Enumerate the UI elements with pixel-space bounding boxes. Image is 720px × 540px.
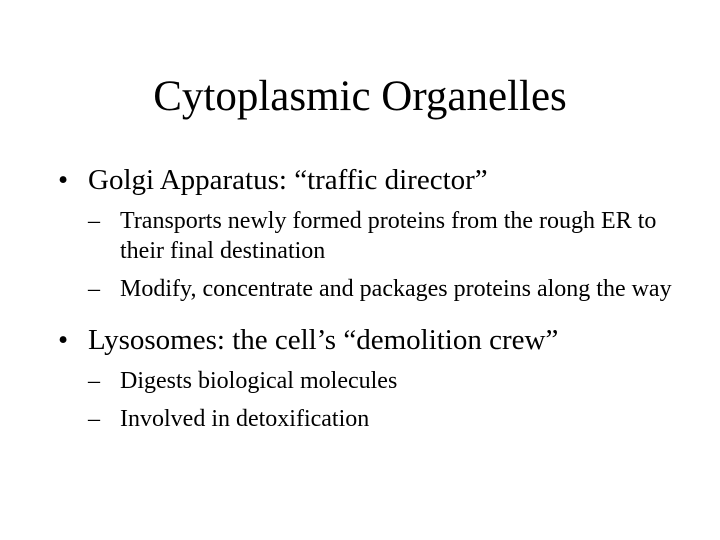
bullet-list: [58, 160, 678, 434]
sub-text: Digests biological molecules: [120, 368, 398, 394]
bullet-marker: •: [58, 324, 69, 356]
sub-text: Involved in detoxification: [120, 406, 370, 432]
sub-item: [88, 404, 678, 434]
bullet-lysosomes: [58, 320, 678, 434]
sub-marker: –: [88, 276, 100, 302]
sub-list: [88, 366, 678, 434]
bullet-text: Lysosomes: the cell’s “demolition crew”: [88, 324, 559, 356]
bullet-marker: •: [58, 164, 69, 196]
sub-item: [88, 206, 678, 266]
bullet-text: Golgi Apparatus: “traffic director”: [88, 164, 488, 196]
slide-title: Cytoplasmic Organelles: [153, 73, 567, 120]
sub-text: Modify, concentrate and packages proteins along the way: [120, 276, 672, 302]
sub-item: [88, 274, 678, 304]
sub-text: Transports newly formed proteins from the rough ER to their final destination: [120, 208, 657, 264]
sub-item: [88, 366, 678, 396]
sub-marker: –: [88, 368, 100, 394]
sub-marker: –: [88, 406, 100, 432]
sub-marker: –: [88, 208, 100, 234]
sub-list: [88, 206, 678, 304]
bullet-golgi: [58, 160, 678, 304]
